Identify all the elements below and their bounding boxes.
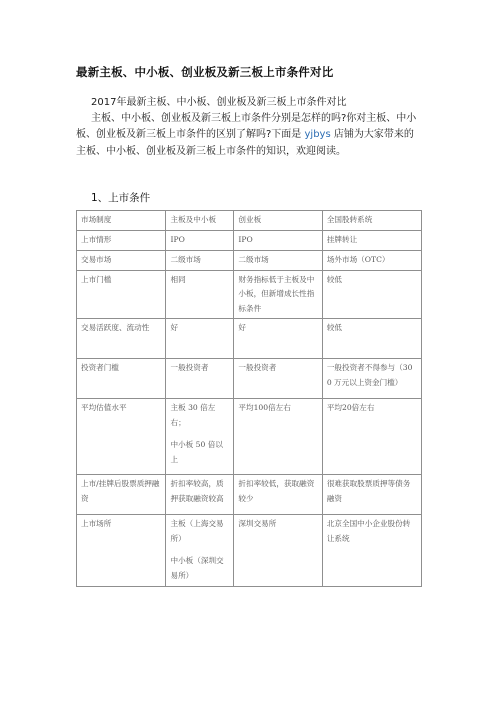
neeq-cell (322, 399, 421, 475)
cell-text: 交易市场 (81, 254, 112, 264)
cell-text: 上市场所 (81, 519, 112, 528)
main-board-cell (166, 230, 234, 250)
neeq-cell (322, 515, 421, 587)
gem-board-cell (234, 475, 322, 515)
row-label-cell (77, 359, 166, 399)
gem-board-cell (234, 399, 322, 475)
cell-text: 好 (170, 323, 179, 332)
gem-board-cell (234, 319, 322, 359)
neeq-cell (322, 270, 421, 319)
listing-conditions-table (76, 210, 422, 587)
row-label-cell (77, 270, 166, 319)
table-row (77, 475, 422, 515)
cell-text: 深圳交易所 (238, 519, 277, 528)
table-row (77, 250, 422, 270)
main-board-cell (166, 250, 234, 270)
row-label-cell (77, 230, 166, 250)
cell-text: 挂牌转让 (326, 234, 358, 244)
cell-text: 场外市场（OTC） (326, 254, 390, 264)
cell-text: 较低 (326, 274, 342, 284)
neeq-cell (322, 475, 421, 515)
cell-text: 上市情形 (81, 234, 112, 244)
table-row (77, 319, 422, 359)
main-board-cell (166, 515, 234, 587)
cell-text: 主板 30 倍左右； (170, 403, 216, 427)
neeq-cell (322, 319, 421, 359)
cell-text: IPO (238, 234, 253, 244)
row-label-cell (77, 515, 166, 587)
row-label-cell (77, 399, 166, 475)
intro-paragraph (76, 111, 422, 160)
header-cell: 市场制度 (77, 211, 166, 231)
cell-text: 一般投资者不得参与（300 万元以上资金门槛） (326, 363, 413, 387)
cell-text: 上市门槛 (81, 274, 112, 284)
cell-text: 交易活跃度、流动性 (81, 323, 150, 332)
main-board-cell (166, 270, 234, 319)
gem-board-cell (234, 515, 322, 587)
row-label-cell (77, 250, 166, 270)
neeq-cell (322, 250, 421, 270)
cell-text: 平均20倍左右 (326, 403, 375, 412)
cell-text: 平均估值水平 (81, 403, 127, 412)
main-board-cell (166, 475, 234, 515)
gem-board-cell (234, 230, 322, 250)
cell-text: 上市/挂牌后股票质押融资 (81, 479, 160, 503)
cell-text: 一般投资者 (170, 363, 209, 372)
cell-text: 折扣率较低，获取融资较少 (238, 479, 315, 503)
gem-board-cell (234, 270, 322, 319)
cell-text: 中小板（深圳交易所） (170, 556, 224, 580)
row-label-cell (77, 319, 166, 359)
cell-text: 一般投资者 (238, 363, 277, 372)
table-row (77, 359, 422, 399)
cell-text: 相同 (170, 274, 186, 284)
table-row (77, 515, 422, 587)
main-board-cell (166, 399, 234, 475)
cell-text: IPO (170, 234, 185, 244)
cell-text: 平均100倍左右 (238, 403, 291, 412)
table-header-row (77, 211, 422, 231)
paragraph-text-after: 店铺为大家带来的主板、中小板、创业板及新三板上市条件的知识，欢迎阅读。 (76, 129, 414, 157)
cell-text: 好 (238, 323, 246, 332)
cell-text: 二级市场 (170, 254, 201, 264)
header-cell: 创业板 (234, 211, 322, 231)
section-heading: 1、上市条件 (91, 192, 151, 204)
cell-text: 财务指标低于主板及中小板，但新增成长性指标条件 (238, 274, 315, 313)
intro-line: 2017年最新主板、中小板、创业板及新三板上市条件对比 (91, 97, 347, 108)
paragraph-highlight: yjbys (304, 129, 331, 141)
table-row (77, 270, 422, 319)
cell-text: 较低 (326, 323, 342, 332)
gem-board-cell (234, 250, 322, 270)
main-board-cell (166, 359, 234, 399)
neeq-cell (322, 359, 421, 399)
page-title: 最新主板、中小板、创业板及新三板上市条件对比 (76, 65, 334, 79)
main-board-cell (166, 319, 234, 359)
gem-board-cell (234, 359, 322, 399)
row-label-cell (77, 475, 166, 515)
cell-text: 投资者门槛 (81, 363, 119, 372)
cell-text: 主板（上海交易所） (170, 519, 224, 543)
neeq-cell (322, 230, 421, 250)
cell-text: 中小板 50 倍以上 (170, 440, 223, 464)
header-cell: 主板及中小板 (166, 211, 234, 231)
paragraph-text-before: 主板、中小板、创业板及新三板上市条件分别是怎样的吗?你对主板、中小板、创业板及新三板上市条件的区别了解吗?下面是 (76, 113, 417, 141)
cell-text: 很难获取股票质押等债务融资 (326, 479, 411, 503)
header-cell: 全国股转系统 (322, 211, 421, 231)
cell-text: 二级市场 (238, 254, 269, 264)
cell-text: 北京全国中小企业股份转让系统 (326, 519, 411, 543)
table-row (77, 399, 422, 475)
table-row (77, 230, 422, 250)
cell-text: 折扣率较高，质押获取融资较高 (170, 479, 224, 503)
